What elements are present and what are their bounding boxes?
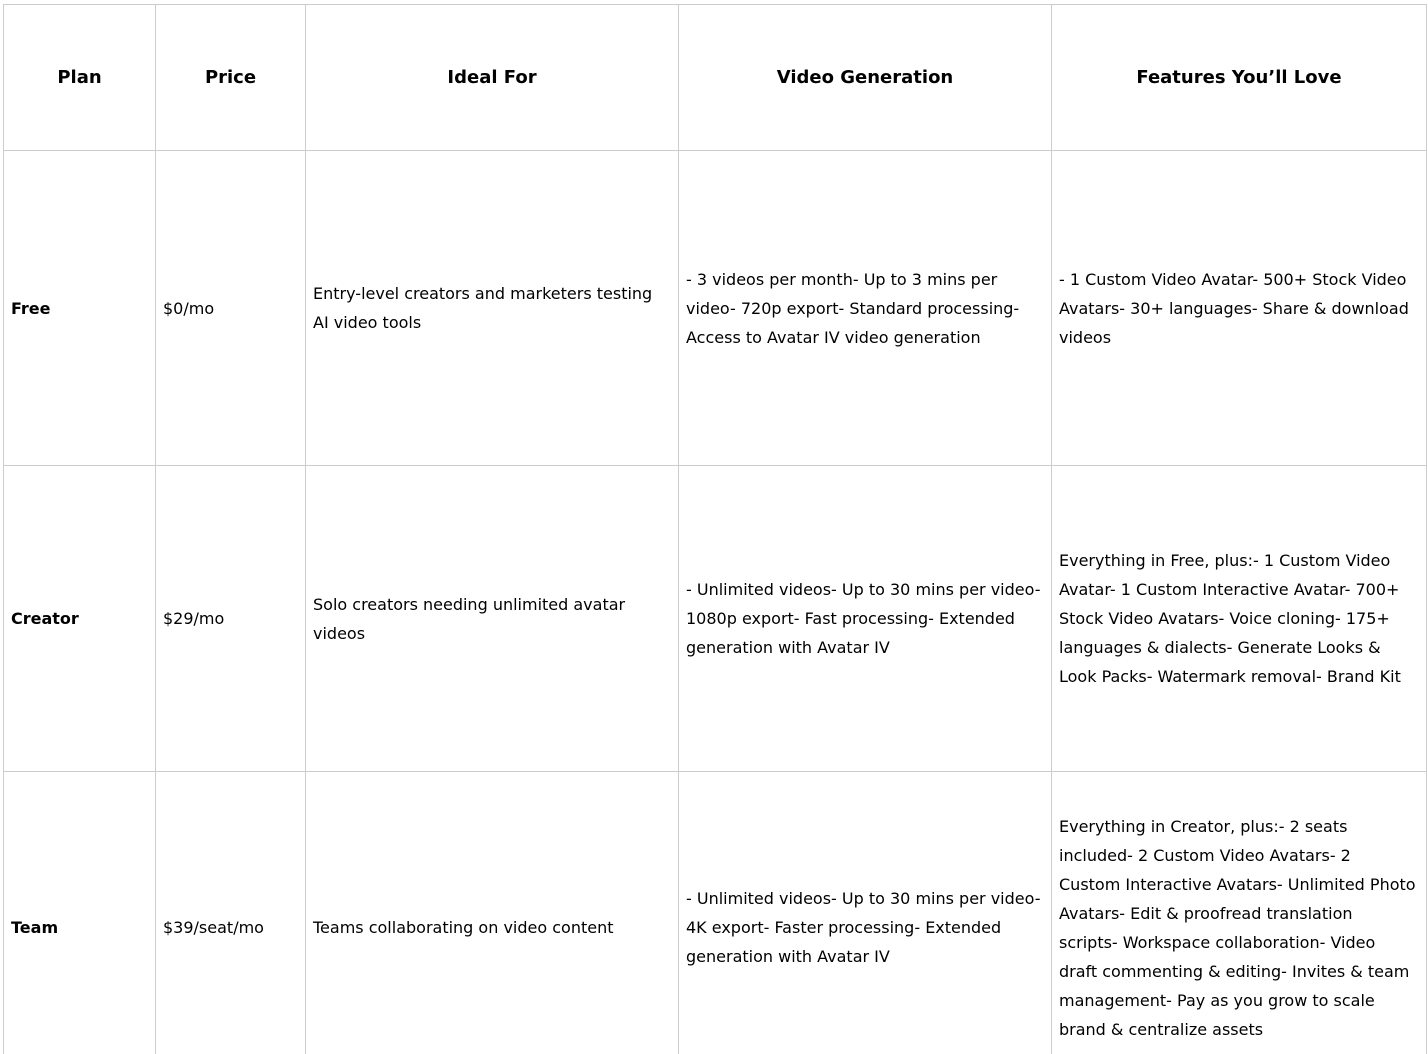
column-header-price: Price (156, 5, 306, 151)
plan-cell: Free (4, 151, 156, 466)
table-row-free (4, 151, 1427, 466)
table-row-creator (4, 466, 1427, 772)
plan-cell: Creator (4, 466, 156, 772)
pricing-table (3, 4, 1427, 1054)
ideal-for-cell: Entry-level creators and marketers testing AI video tools (306, 151, 679, 466)
features-cell: Everything in Creator, plus:- 2 seats included- 2 Custom Video Avatars- 2 Custom Interactive Avatars- Unlimited Photo Avatars- Edit & proofread translation scripts- Workspace collaboration- Video draft commenting & editing- Invites & team management- Pay as you grow to scale brand & centralize assets (1052, 772, 1427, 1054)
plan-cell: Team (4, 772, 156, 1054)
ideal-for-cell: Solo creators needing unlimited avatar videos (306, 466, 679, 772)
features-cell: - 1 Custom Video Avatar- 500+ Stock Video Avatars- 30+ languages- Share & download videos (1052, 151, 1427, 466)
column-header-ideal-for: Ideal For (306, 5, 679, 151)
video-generation-cell: - 3 videos per month- Up to 3 mins per video- 720p export- Standard processing- Access to Avatar IV video generation (679, 151, 1052, 466)
price-cell: $29/mo (156, 466, 306, 772)
column-header-features: Features You’ll Love (1052, 5, 1427, 151)
column-header-plan: Plan (4, 5, 156, 151)
price-cell: $0/mo (156, 151, 306, 466)
column-header-video-generation: Video Generation (679, 5, 1052, 151)
price-cell: $39/seat/mo (156, 772, 306, 1054)
video-generation-cell: - Unlimited videos- Up to 30 mins per video- 1080p export- Fast processing- Extended generation with Avatar IV (679, 466, 1052, 772)
features-cell: Everything in Free, plus:- 1 Custom Video Avatar- 1 Custom Interactive Avatar- 700+ Stock Video Avatars- Voice cloning- 175+ languages & dialects- Generate Looks & Look Packs- Watermark removal- Brand Kit (1052, 466, 1427, 772)
video-generation-cell: - Unlimited videos- Up to 30 mins per video- 4K export- Faster processing- Extended generation with Avatar IV (679, 772, 1052, 1054)
header-row (4, 5, 1427, 151)
ideal-for-cell: Teams collaborating on video content (306, 772, 679, 1054)
table-row-team (4, 772, 1427, 1054)
